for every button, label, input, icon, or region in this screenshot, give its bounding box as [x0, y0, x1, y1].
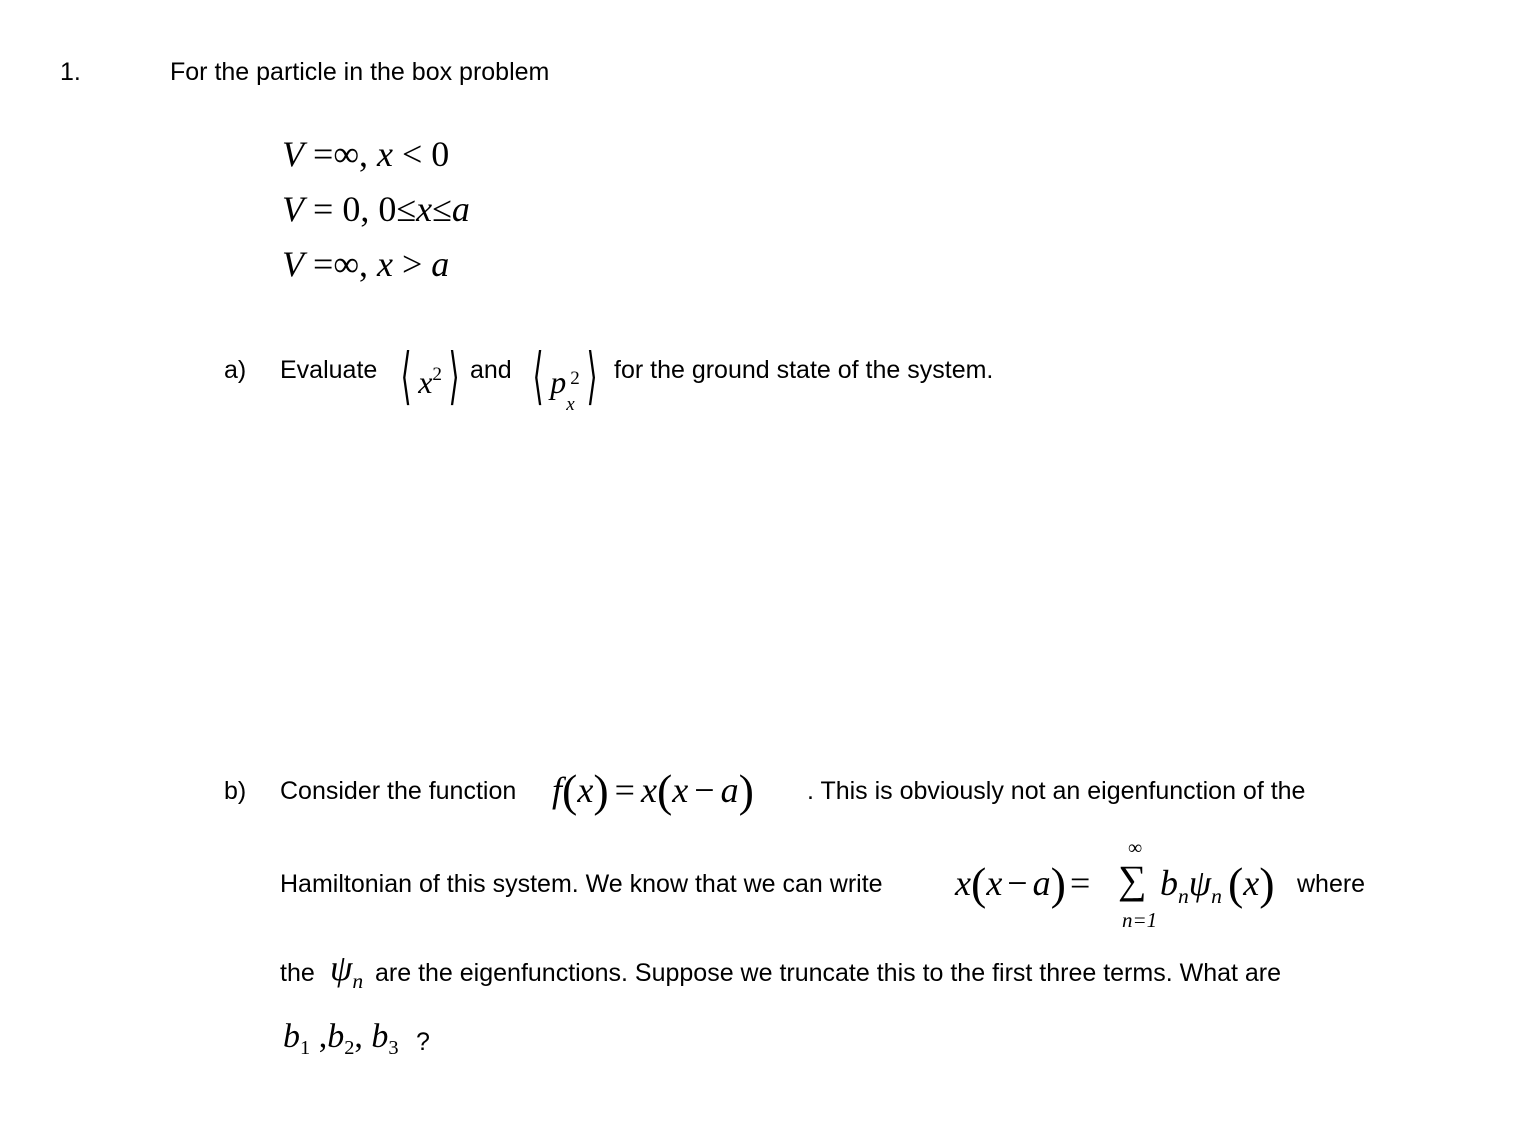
- part-b-line1-post: . This is obviously not an eigenfunction of the: [807, 777, 1306, 805]
- exponent: 2: [432, 364, 442, 386]
- v-symbol: V: [282, 244, 304, 284]
- subscript-x: x: [566, 394, 575, 415]
- minus-sign: −: [694, 770, 715, 810]
- right-angle-bracket: ⟩: [448, 343, 460, 411]
- relation-sign: <: [401, 134, 423, 174]
- equals-sign: =: [313, 244, 334, 284]
- exponent: 2: [570, 368, 580, 389]
- f-symbol: f: [552, 770, 563, 810]
- sum-lower-limit: n=1: [1122, 908, 1158, 932]
- part-a-and-text: and: [470, 356, 512, 384]
- equals-sign: =: [313, 189, 334, 229]
- relation-sign: ≤: [396, 189, 417, 229]
- equals-sign: =: [614, 770, 635, 810]
- part-b-line1-pre: Consider the function: [280, 777, 517, 805]
- x-variable: x: [416, 189, 433, 229]
- relation-sign: ≤: [432, 189, 452, 229]
- left-paren: (: [656, 765, 673, 816]
- problem-intro: For the particle in the box problem: [170, 58, 550, 86]
- x-variable: x: [640, 770, 657, 810]
- left-paren: (: [562, 765, 578, 816]
- left-angle-bracket: ⟨: [532, 343, 544, 411]
- potential-line-1: [282, 136, 449, 172]
- equals-sign: =: [1069, 863, 1091, 903]
- b-coefficient: b: [1160, 863, 1178, 903]
- bound-value: 0: [431, 134, 450, 174]
- potential-value: 0,: [342, 189, 370, 229]
- part-b-line3-post: are the eigenfunctions. Suppose we truncate this to the first three terms. What are: [375, 959, 1282, 987]
- right-angle-bracket: ⟩: [586, 343, 598, 411]
- bound-value: a: [431, 244, 450, 284]
- potential-value: ∞,: [333, 134, 368, 174]
- part-a-rest-text: for the ground state of the system.: [614, 356, 994, 384]
- comma: ,: [354, 1018, 363, 1055]
- part-a-evaluate-text: Evaluate: [280, 356, 378, 384]
- b-coefficient: b: [371, 1018, 389, 1055]
- equals-sign: =: [313, 134, 334, 174]
- x-variable: x: [376, 244, 393, 284]
- right-paren: ): [1050, 858, 1066, 909]
- subscript-n: n: [352, 968, 364, 993]
- question-mark: ?: [416, 1028, 430, 1056]
- coefficient-list: [283, 1018, 399, 1060]
- expectation-p-squared: [526, 340, 604, 415]
- right-paren: ): [593, 765, 609, 816]
- v-symbol: V: [282, 189, 304, 229]
- problem-number: 1.: [60, 58, 81, 86]
- v-symbol: V: [282, 134, 304, 174]
- potential-line-3: [282, 246, 449, 282]
- sub-sup-stack: [566, 368, 580, 415]
- comma: ,: [318, 1018, 328, 1055]
- potential-value: ∞,: [333, 244, 368, 284]
- x-variable: x: [376, 134, 393, 174]
- subscript-2: 2: [344, 1037, 355, 1060]
- x-variable: x: [577, 770, 594, 810]
- part-b-line3-pre: the: [280, 959, 315, 987]
- right-paren: ): [1259, 858, 1275, 909]
- subscript-1: 1: [300, 1037, 311, 1060]
- left-angle-bracket: ⟨: [400, 343, 412, 411]
- subscript-n: n: [1211, 883, 1222, 908]
- psi-n-symbol: [330, 948, 364, 993]
- function-definition: [552, 764, 754, 816]
- upper-bound: a: [451, 189, 470, 229]
- a-variable: a: [1032, 863, 1051, 903]
- potential-line-2: [282, 191, 470, 227]
- x-variable: x: [955, 863, 971, 903]
- p-variable: p: [550, 364, 567, 400]
- x-variable: x: [418, 364, 433, 400]
- lower-bound: 0: [378, 189, 397, 229]
- psi-symbol: ψ: [330, 948, 353, 988]
- sum-upper-limit: ∞: [1128, 837, 1143, 859]
- b-coefficient: b: [283, 1018, 300, 1055]
- x-variable: x: [672, 770, 689, 810]
- left-paren: (: [970, 858, 987, 909]
- relation-sign: >: [401, 244, 423, 284]
- right-paren: ): [738, 765, 754, 816]
- left-paren: (: [1227, 858, 1244, 909]
- series-expansion-rhs: [1160, 857, 1275, 909]
- part-b-line2-post: where: [1297, 870, 1366, 898]
- expectation-x-squared: [394, 340, 466, 411]
- x-variable: x: [986, 863, 1003, 903]
- sigma-symbol: ∑: [1118, 857, 1147, 902]
- minus-sign: −: [1007, 863, 1028, 903]
- b-coefficient: b: [327, 1018, 345, 1055]
- subscript-n: n: [1178, 883, 1189, 908]
- part-b-label: b): [224, 777, 247, 805]
- part-b-line2-pre: Hamiltonian of this system. We know that we can write: [280, 870, 883, 898]
- subscript-3: 3: [388, 1037, 399, 1060]
- series-expansion-lhs: [955, 857, 1094, 909]
- x-variable: x: [1243, 863, 1260, 903]
- psi-symbol: ψ: [1188, 863, 1212, 903]
- part-a-label: a): [224, 356, 247, 384]
- a-variable: a: [720, 770, 739, 810]
